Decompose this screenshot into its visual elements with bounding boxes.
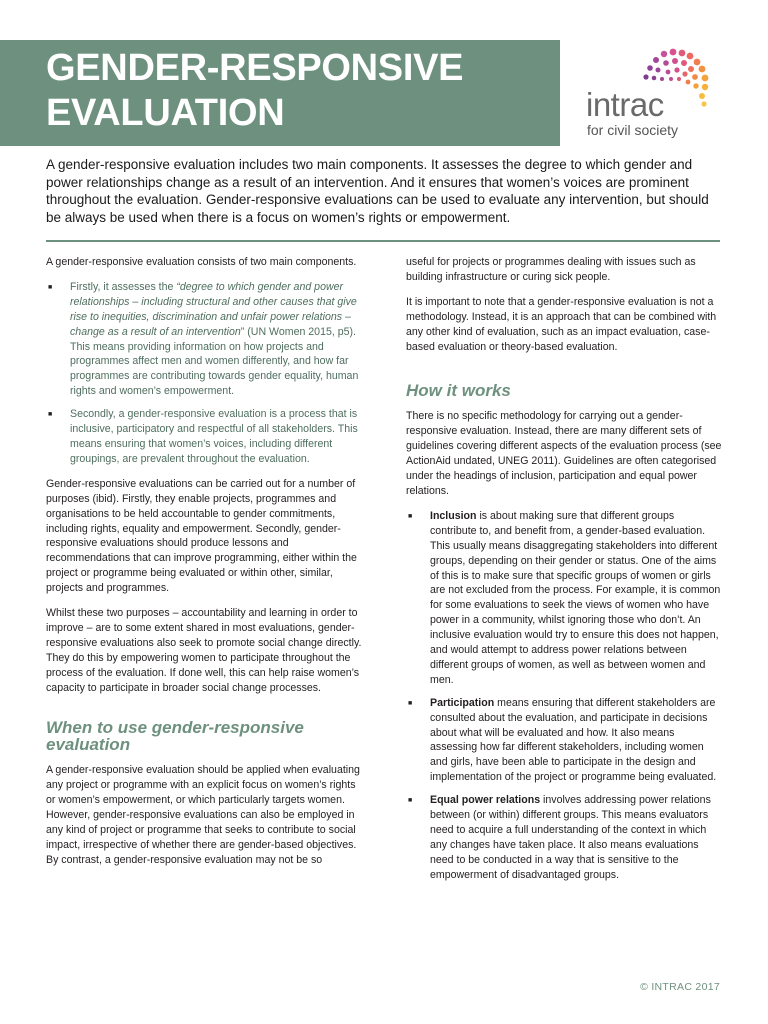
right-paragraph-2: It is important to note that a gender-responsive evaluation is not a methodology. Instead, it is an approach that can be combined with any other kind of evaluation, such as an impact evaluation, case-based evaluation or theory-based evaluation. — [406, 295, 717, 353]
left-paragraph-2: Gender-responsive evaluations can be carried out for a number of purposes (ibid). Firstly, they enable projects, programmes and organisations to be held accountable to gender commitments, including rights, equality and empowerment. Secondly, gender-responsive evaluations should produce lessons and recommendations that can improve programming, either within the project or programme being evaluated or within other, similar, projects and programmes. — [46, 477, 357, 595]
logo-tagline: for civil society — [587, 122, 679, 138]
right-paragraph-1: useful for projects or programmes dealing with issues such as building infrastructure or curing sick people. — [406, 256, 696, 283]
left-column — [46, 255, 362, 878]
square-bullet-icon: ■ — [48, 411, 53, 419]
left-paragraph-3: Whilst these two purposes – accountability and learning in order to improve – are to some extent shared in most evaluations, gender-responsive evaluations also seek to promote social change directly. They do this by empowering women to participate throughout the process of the evaluation. If done well, this can help raise women’s capacity to participate in broader social change processes. — [46, 607, 362, 694]
term-participation: Participation — [430, 696, 495, 709]
right-paragraph-3: There is no specific methodology for carrying out a gender-responsive evaluation. Instead, there are many different sets of guidelines covering different aspects of the evaluation process (see ActionAid undated, UNEG 2011). Guidelines are often categorised under the headings of inclusion, participation and equal power relations. — [406, 410, 722, 497]
square-bullet-icon: ■ — [408, 699, 413, 707]
list-item — [46, 407, 362, 467]
components-list — [46, 280, 362, 467]
term-inclusion: Inclusion — [430, 509, 477, 522]
square-bullet-icon: ■ — [408, 512, 413, 520]
page-title-line-1: GENDER-RESPONSIVE — [46, 47, 464, 89]
copyright-footer: © INTRAC 2017 — [640, 981, 720, 993]
participation-text: means ensuring that different stakeholders are consulted about the evaluation, and participate in decisions about what will be evaluated and how. It also means assessing how far different stakeholders, including women and girls, have been able to participate in the design and implementation of the project or programme being evaluated. — [430, 696, 717, 784]
bullet-2-text: Secondly, a gender-responsive evaluation is a process that is inclusive, participatory and respectful of all stakeholders. This means ensuring that women’s voices, including different groupings, are prevalent throughout the evaluation. — [70, 408, 358, 465]
section-divider — [46, 240, 720, 242]
inclusion-text: is about making sure that different groups contribute to, and benefit from, a gender-based evaluation. This usually means disaggregating stakeholders into different groups, depending on their gender or status. One of the aims of this is to make sure that specific groups of women or girls are not excluded from the process. For example, it is common for some evaluations to seek the views of women who have power in a community, whilst ignoring those who don’t. An inclusive evaluation would try to ensure this does not happen, and would attempt to address power relations between different groups of women, as well as between women and men. — [430, 509, 721, 686]
page-title-line-2: EVALUATION — [46, 92, 285, 134]
list-item — [46, 280, 362, 399]
how-it-works-heading: How it works — [406, 381, 511, 401]
right-column — [406, 255, 722, 893]
square-bullet-icon: ■ — [408, 797, 413, 805]
title-banner — [0, 40, 560, 146]
left-paragraph-4: A gender-responsive evaluation should be applied when evaluating any project or programme with an explicit focus on women’s rights or women’s empowerment, or which particularly targets women. However, gender-responsive evaluations can also be employed in any kind of project or programme that seeks to contribute to social impact, irrespective of whether there are gender-based objectives. By contrast, a gender-responsive evaluation may not be so — [46, 764, 360, 866]
logo-wordmark: intrac — [586, 86, 664, 123]
un-women-quote: “degree to which gender and power relationships – including structural and other causes that give rise to inequities, discrimination and unfair power relations – change as a result of an intervention — [70, 280, 357, 338]
list-item — [406, 696, 722, 785]
bullet-1-lead: Firstly, it assesses the — [70, 280, 177, 293]
equal-power-text: involves addressing power relations between (or within) different groups. This means evaluators need to acquire a full understanding of the context in which any changes have taken place. It also means evaluations need to be conducted in a way that is sensitive to the empowerment of disadvantaged groups. — [430, 794, 711, 881]
term-equal-power-relations: Equal power relations — [430, 794, 541, 807]
bullet-1-tail: ” (UN Women 2015, p5). This means providing information on how projects and programmes affect men and women differently, and how far programmes are contributing towards gender equality, human rights and women’s empowerment. — [70, 325, 359, 398]
intro-paragraph: A gender-responsive evaluation includes two main components. It assesses the degree to which gender and power relationships change as a result of an intervention. And it ensures that women’s voices are prominent throughout the evaluation. Gender-responsive evaluations can be used to evaluate any intervention, but should be always be used when there is a focus on women’s rights or empowerment. — [46, 157, 709, 226]
intrac-logo — [584, 48, 734, 143]
list-item — [406, 793, 722, 882]
left-paragraph-1: A gender-responsive evaluation consists of two main components. — [46, 256, 357, 268]
list-item — [406, 509, 722, 688]
guideline-list — [406, 509, 722, 883]
square-bullet-icon: ■ — [48, 283, 53, 291]
when-to-use-heading: When to use gender-responsive evaluation — [46, 718, 304, 755]
